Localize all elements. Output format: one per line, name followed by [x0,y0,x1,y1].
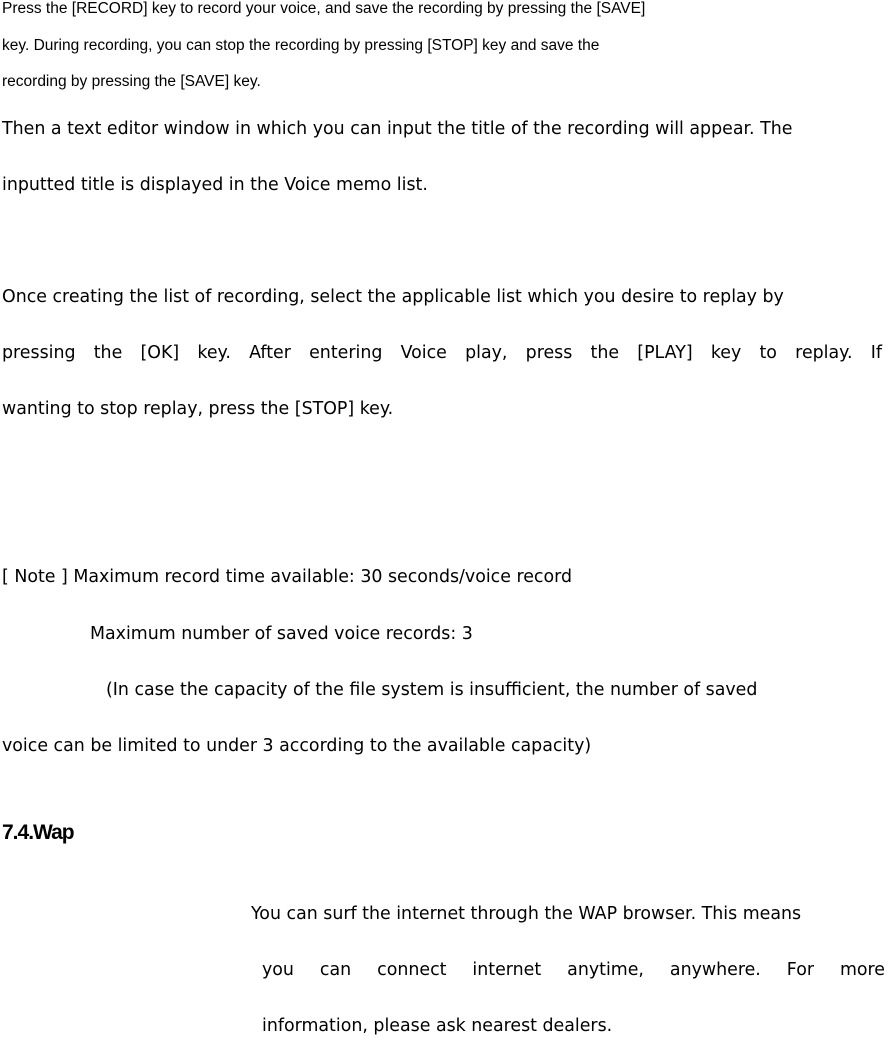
note-line4: voice can be limited to under 3 according to the available capacity) [2,736,592,756]
section-heading: 7.4.Wap [2,821,74,844]
paragraph1-line3: recording by pressing the [SAVE] key. [2,73,261,90]
paragraph2-line2: inputted title is displayed in the Voice memo list. [2,175,428,195]
note-line3: (In case the capacity of the file system is insufficient, the number of saved [106,680,758,700]
paragraph2-line1: Then a text editor window in which you can input the title of the recording will appear. The [2,119,793,139]
note-line2: Maximum number of saved voice records: 3 [90,624,473,644]
paragraph3-line2: pressing the [OK] key. After entering Voice play, press the [PLAY] key to replay. If [2,343,882,363]
section-line3: information, please ask nearest dealers. [262,1016,613,1036]
paragraph1-line1: Press the [RECORD] key to record your voice, and save the recording by pressing the [SAVE] [2,0,646,17]
section-line1: You can surf the internet through the WAP browser. This means [251,904,802,924]
paragraph1-line2: key. During recording, you can stop the recording by pressing [STOP] key and save the [2,37,600,54]
paragraph3-line1: Once creating the list of recording, select the applicable list which you desire to replay by [2,287,784,307]
note-line1: [ Note ] Maximum record time available: 30 seconds/voice record [2,567,573,587]
paragraph3-line3: wanting to stop replay, press the [STOP] key. [2,399,394,419]
section-line2: you can connect internet anytime, anywhere. For more [262,960,885,980]
